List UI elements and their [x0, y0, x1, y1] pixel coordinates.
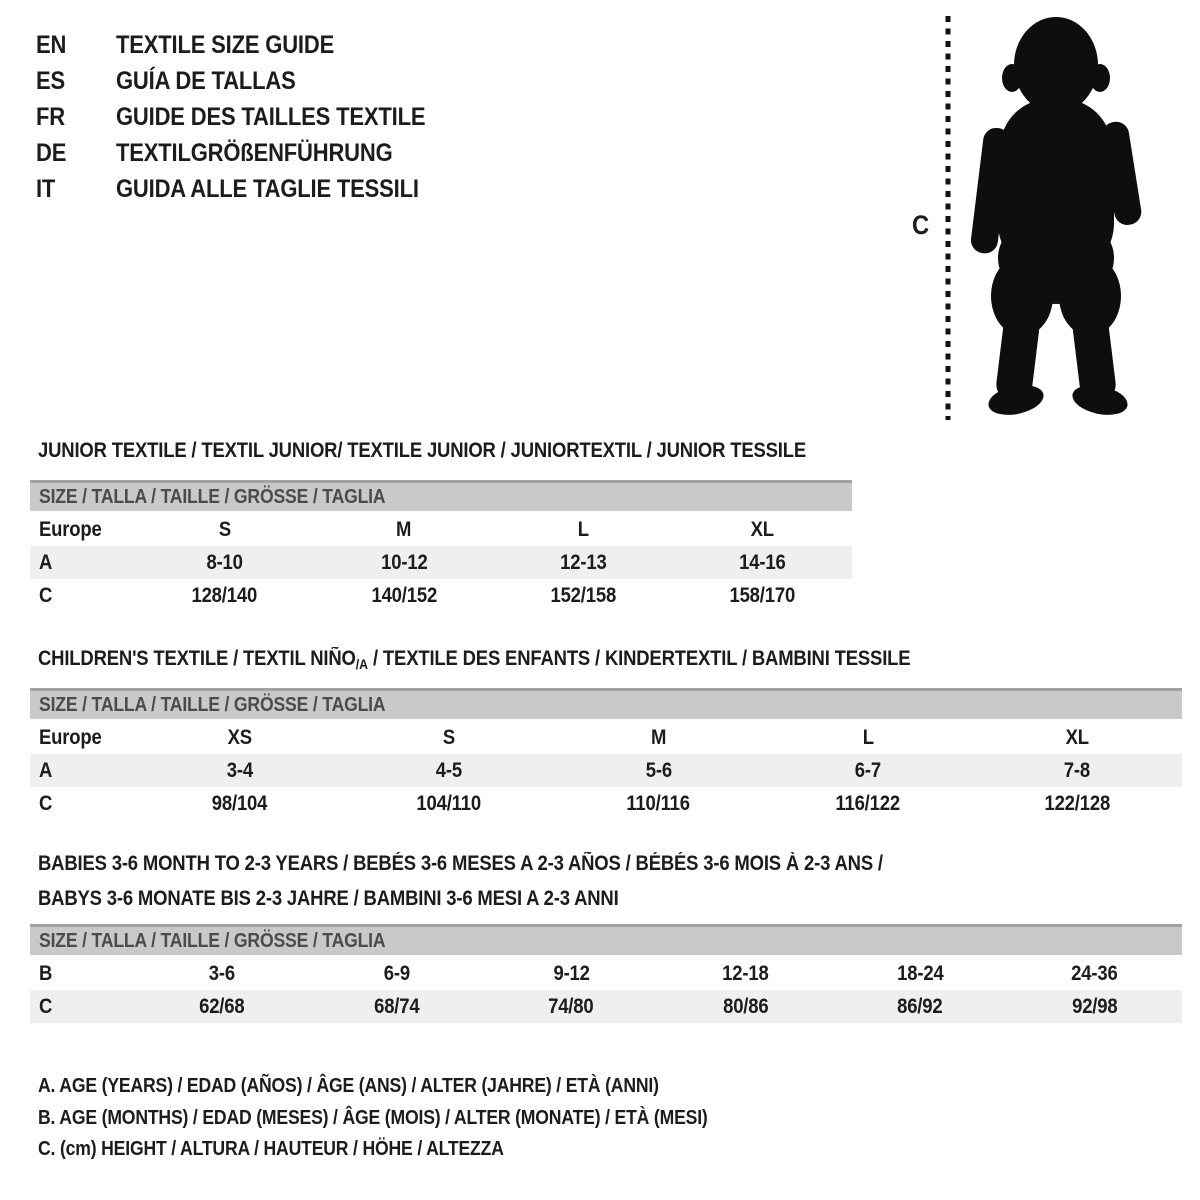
size-cell: XL: [750, 517, 775, 541]
table-row: [30, 546, 852, 579]
size-header-label: SIZE / TALLA / TAILLE / GRÖSSE / TAGLIA: [39, 693, 386, 716]
size-cell: 8-10: [206, 550, 243, 574]
size-cell: M: [396, 517, 412, 541]
size-cell: S: [443, 725, 456, 749]
babies-title-line2: BABYS 3-6 MONATE BIS 2-3 JAHRE / BAMBINI 3-6 MESI A 2-3 ANNI: [38, 887, 619, 910]
size-cell: 158/170: [729, 583, 796, 607]
legend-note-b: B. AGE (MONTHS) / EDAD (MESES) / ÂGE (MOIS) / ALTER (MONATE) / ETÀ (MESI): [38, 1106, 708, 1129]
size-cell: 128/140: [191, 583, 258, 607]
guide-title: TEXTILGRÖßENFÜHRUNG: [116, 139, 393, 167]
language-row: [36, 27, 468, 63]
size-header-bar: [30, 480, 852, 511]
size-cell: 62/68: [199, 994, 245, 1018]
babies-section-title: [38, 846, 998, 916]
language-code: DE: [36, 139, 67, 167]
babies-title-line1: BABIES 3-6 MONTH TO 2-3 YEARS / BEBÉS 3-6 MESES A 2-3 AÑOS / BÉBÉS 3-6 MOIS À 2-3 ANS /: [38, 852, 883, 875]
legend-note-a: A. AGE (YEARS) / EDAD (AÑOS) / ÂGE (ANS) / ALTER (JAHRE) / ETÀ (ANNI): [38, 1075, 659, 1097]
size-cell: L: [862, 725, 874, 749]
language-row: [36, 63, 468, 99]
size-cell: S: [218, 517, 231, 541]
size-cell: 140/152: [371, 583, 437, 607]
language-row: [36, 99, 468, 135]
language-code: EN: [36, 31, 67, 59]
size-cell: 3-4: [226, 758, 253, 782]
size-cell: 86/92: [897, 994, 943, 1018]
table-row: [30, 754, 1182, 787]
row-label: A: [39, 758, 53, 782]
children-title-text: / TEXTILE DES ENFANTS / KINDERTEXTIL / BAMBINI TESSILE: [368, 647, 911, 670]
guide-title: GUÍA DE TALLAS: [116, 67, 296, 95]
row-label: C: [39, 583, 53, 607]
row-label: Europe: [39, 725, 102, 749]
size-cell: 92/98: [1072, 994, 1118, 1018]
size-cell: 9-12: [553, 961, 590, 985]
junior-section-title: JUNIOR TEXTILE / TEXTIL JUNIOR/ TEXTILE JUNIOR / JUNIORTEXTIL / JUNIOR TESSILE: [38, 439, 807, 462]
size-cell: 3-6: [209, 961, 236, 985]
size-cell: 4-5: [436, 758, 463, 782]
size-cell: 5-6: [645, 758, 672, 782]
children-size-table: [30, 688, 1182, 820]
table-row: [30, 990, 1182, 1023]
guide-title: GUIDE DES TAILLES TEXTILE: [116, 103, 426, 131]
table-row: [30, 513, 852, 546]
size-cell: XS: [227, 725, 252, 749]
size-cell: 122/128: [1044, 791, 1111, 815]
size-cell: 98/104: [211, 791, 268, 815]
size-cell: 110/116: [626, 791, 691, 815]
size-cell: 116/122: [835, 791, 901, 815]
size-cell: 14-16: [739, 550, 786, 574]
children-title-subscript: /A: [355, 656, 369, 672]
size-header-bar: [30, 688, 1182, 719]
children-title-text: CHILDREN'S TEXTILE / TEXTIL NIÑO: [38, 647, 356, 670]
size-cell: 24-36: [1071, 961, 1118, 985]
size-cell: 12-13: [559, 550, 607, 574]
legend-notes: [38, 1071, 799, 1166]
row-label: B: [39, 961, 53, 985]
table-row: [30, 787, 1182, 820]
legend-note-c: C. (cm) HEIGHT / ALTURA / HAUTEUR / HÖHE / ALTEZZA: [38, 1138, 504, 1160]
size-cell: XL: [1065, 725, 1089, 749]
guide-title: TEXTILE SIZE GUIDE: [116, 31, 335, 59]
language-row: [36, 171, 468, 207]
row-label: C: [39, 791, 53, 815]
language-code: IT: [36, 175, 56, 203]
size-cell: 10-12: [380, 550, 428, 574]
guide-title: GUIDA ALLE TAGLIE TESSILI: [116, 175, 419, 203]
language-title-list: [36, 27, 468, 207]
size-cell: 6-9: [383, 961, 410, 985]
table-row: [30, 579, 852, 612]
measure-c-label: C: [912, 210, 929, 240]
row-label: Europe: [39, 517, 102, 541]
row-label: A: [39, 550, 53, 574]
language-row: [36, 135, 468, 171]
size-header-label: SIZE / TALLA / TAILLE / GRÖSSE / TAGLIA: [39, 929, 386, 952]
size-cell: 80/86: [723, 994, 769, 1018]
children-section-title: [38, 641, 1029, 678]
row-label: C: [39, 994, 53, 1018]
size-cell: 6-7: [854, 758, 882, 782]
size-cell: 12-18: [722, 961, 769, 985]
size-cell: 18-24: [897, 961, 944, 985]
table-row: [30, 721, 1182, 754]
size-cell: M: [650, 725, 667, 749]
language-code: ES: [36, 67, 65, 95]
size-cell: 104/110: [416, 791, 482, 815]
size-cell: 7-8: [1064, 758, 1091, 782]
language-code: FR: [36, 103, 65, 131]
toddler-silhouette-icon: [962, 12, 1150, 420]
size-header-label: SIZE / TALLA / TAILLE / GRÖSSE / TAGLIA: [39, 485, 386, 508]
size-header-bar: [30, 924, 1182, 955]
size-cell: 152/158: [550, 583, 616, 607]
size-cell: 74/80: [548, 994, 594, 1018]
junior-size-table: [30, 480, 852, 612]
table-row: [30, 957, 1182, 990]
size-cell: 68/74: [374, 994, 420, 1018]
size-cell: L: [577, 517, 589, 541]
babies-size-table: [30, 924, 1182, 1023]
height-measure-line: [944, 16, 952, 420]
